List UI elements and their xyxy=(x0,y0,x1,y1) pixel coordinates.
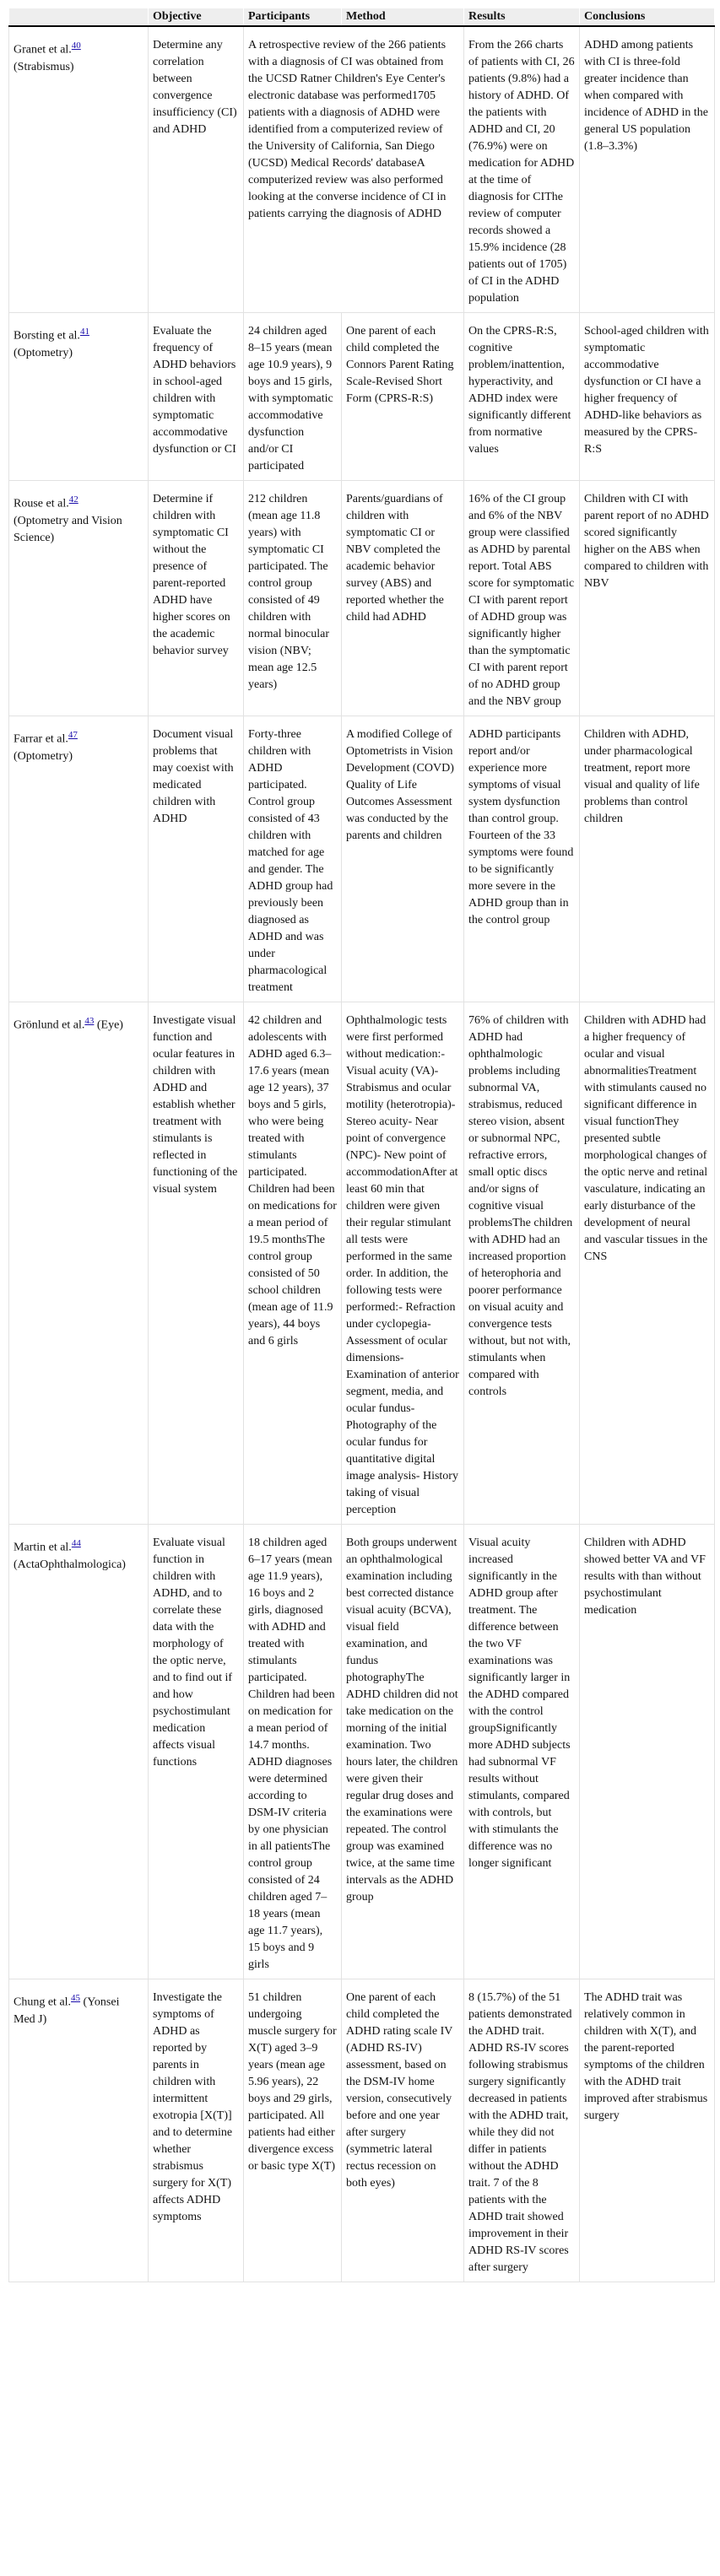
participants-method-cell: A retrospective review of the 266 patients with a diagnosis of CI was obtained from the UCSD Ratner Children's Eye Center's electronic database was performed1705 patients with a diagnosis of ADHD were identified from a computerized review of the University of California, San Diego (UCSD) Medical Records' databaseA computerized review was also performed looking at the converse incidence of CI in patients carrying the diagnosis of ADHD xyxy=(244,26,464,313)
objective-cell: Evaluate the frequency of ADHD behaviors in school-aged children with symptomatic accommodative dysfunction or CI xyxy=(149,313,244,481)
header-conclusions: Conclusions xyxy=(580,8,715,26)
table-row xyxy=(9,716,715,1002)
results-cell: ADHD participants report and/or experience more symptoms of visual system dysfunction than control group. Fourteen of the 33 symptoms were found to be significantly more severe in the ADHD group than in the control group xyxy=(464,716,580,1002)
objective-cell: Investigate visual function and ocular features in children with ADHD and establish whether treatment with stimulants is reflected in functioning of the visual system xyxy=(149,1002,244,1525)
method-cell: Ophthalmologic tests were first performed without medication:- Visual acuity (VA)- Strabismus and ocular motility (heterotropia)- Stereo acuity- Near point of convergence (NPC)- New point of accommodationAfter at least 60 min that children were given their regular stimulant all tests were performed in the same order. In addition, the following tests were performed:- Refraction under cyclopegia- Assessment of ocular dimensions- Examination of anterior segment, media, and ocular fundus- Photography of the ocular fundus for quantitative digital image analysis- History taking of visual perception xyxy=(342,1002,464,1525)
study-name: Grönlund et al. xyxy=(14,1018,85,1032)
journal-name: (Yonsei Med J) xyxy=(14,1995,120,2026)
method-cell: A modified College of Optometrists in Vision Development (COVD) Quality of Life Outcomes Assessment was conducted by the parents and children xyxy=(342,716,464,1002)
study-cell xyxy=(9,1525,149,1979)
journal-name: (Eye) xyxy=(96,1018,123,1032)
participants-cell: 42 children and adolescents with ADHD aged 6.3–17.6 years (mean age 12 years), 37 boys and 5 girls, who were being treated with stimulants participated. Children had been on medications for a mean period of 19.5 monthsThe control group consisted of 50 school children (mean age of 11.9 years), 44 boys and 6 girls xyxy=(244,1002,342,1525)
study-name: Farrar et al. xyxy=(14,732,68,746)
table-row xyxy=(9,1002,715,1525)
method-cell: Parents/guardians of children with symptomatic CI or NBV completed the academic behavior survey (ABS) and reported whether the child had ADHD xyxy=(342,481,464,716)
study-cell xyxy=(9,716,149,1002)
reference-link[interactable]: 47 xyxy=(68,730,78,740)
objective-cell: Document visual problems that may coexist with medicated children with ADHD xyxy=(149,716,244,1002)
conclusions-cell: Children with ADHD, under pharmacological treatment, report more visual and quality of life problems than control children xyxy=(580,716,715,1002)
table-row xyxy=(9,313,715,481)
header-row xyxy=(9,8,715,26)
reference-link[interactable]: 45 xyxy=(71,1993,81,2003)
journal-name: (Optometry) xyxy=(14,749,73,763)
results-cell: 8 (15.7%) of the 51 patients demonstrated the ADHD trait. ADHD RS-IV scores following strabismus surgery significantly decreased in patients with the ADHD trait, while they did not differ in patients without the ADHD trait. 7 of the 8 patients with the ADHD trait showed improvement in their ADHD RS-IV scores after surgery xyxy=(464,1979,580,2282)
objective-cell: Determine if children with symptomatic CI without the presence of parent-reported ADHD have higher scores on the academic behavior survey xyxy=(149,481,244,716)
study-cell xyxy=(9,313,149,481)
table-row xyxy=(9,481,715,716)
table-row xyxy=(9,1979,715,2282)
conclusions-cell: Children with ADHD had a higher frequency of ocular and visual abnormalitiesTreatment with stimulants caused no significant difference in visual functionThey presented subtle morphological changes of the optic nerve and retinal vasculature, indicating an early disturbance of the development of neural and vascular tissues in the CNS xyxy=(580,1002,715,1525)
study-cell xyxy=(9,26,149,313)
header-study xyxy=(9,8,149,26)
objective-cell: Evaluate visual function in children with ADHD, and to correlate these data with the morphology of the optic nerve, and to find out if and how psychostimulant medication affects visual functions xyxy=(149,1525,244,1979)
table-row xyxy=(9,26,715,313)
table-row xyxy=(9,1525,715,1979)
study-cell xyxy=(9,1002,149,1525)
objective-cell: Determine any correlation between convergence insufficiency (CI) and ADHD xyxy=(149,26,244,313)
study-name: Borsting et al. xyxy=(14,329,80,343)
study-name: Chung et al. xyxy=(14,1995,72,2009)
journal-name: (ActaOphthalmologica) xyxy=(14,1558,126,1571)
participants-cell: 212 children (mean age 11.8 years) with symptomatic CI participated. The control group consisted of 49 children with normal binocular vision (NBV; mean age 12.5 years) xyxy=(244,481,342,716)
reference-link[interactable]: 43 xyxy=(84,1016,95,1026)
results-cell: On the CPRS-R:S, cognitive problem/inattention, hyperactivity, and ADHD index were significantly different from normative values xyxy=(464,313,580,481)
results-cell: 16% of the CI group and 6% of the NBV group were classified as ADHD by parental report. Total ABS score for symptomatic CI with parent report of ADHD group was significantly higher than the symptomatic CI with parent report of no ADHD group and the NBV group xyxy=(464,481,580,716)
participants-cell: 51 children undergoing muscle surgery for X(T) aged 3–9 years (mean age 5.96 years), 22 boys and 29 girls, participated. All patients had either divergence excess or basic type X(T) xyxy=(244,1979,342,2282)
header-objective: Objective xyxy=(149,8,244,26)
conclusions-cell: Children with ADHD showed better VA and VF results with than without psychostimulant medication xyxy=(580,1525,715,1979)
reference-link[interactable]: 40 xyxy=(71,41,81,51)
reference-link[interactable]: 41 xyxy=(79,327,89,337)
reference-link[interactable]: 44 xyxy=(71,1538,81,1548)
study-name: Martin et al. xyxy=(14,1541,72,1554)
results-cell: Visual acuity increased significantly in the ADHD group after treatment. The difference between the two VF examinations was significantly larger in the ADHD compared with the control groupSignificantly more ADHD subjects had subnormal VF results without stimulants, compared with controls, but with stimulants the difference was no longer significant xyxy=(464,1525,580,1979)
method-cell: One parent of each child completed the ADHD rating scale IV (ADHD RS-IV) assessment, based on the DSM-IV home version, consecutively before and one year after surgery (symmetric lateral rectus recession on both eyes) xyxy=(342,1979,464,2282)
journal-name: (Optometry) xyxy=(14,346,73,359)
results-cell: From the 266 charts of patients with CI, 26 patients (9.8%) had a history of ADHD. Of the patients with ADHD and CI, 20 (76.9%) were on medication for ADHD at the time of diagnosis for CIThe review of computer records showed a 15.9% incidence (28 patients out of 1705) of CI in the ADHD population xyxy=(464,26,580,313)
participants-cell: 24 children aged 8–15 years (mean age 10.9 years), 9 boys and 15 girls, with symptomatic accommodative dysfunction and/or CI participated xyxy=(244,313,342,481)
participants-cell: 18 children aged 6–17 years (mean age 11.9 years), 16 boys and 2 girls, diagnosed with ADHD and treated with stimulants participated. Children had been on medication for a mean period of 14.7 months. ADHD diagnoses were determined according to DSM-IV criteria by one physician in all patientsThe control group consisted of 24 children aged 7–18 years (mean age 11.7 years), 15 boys and 9 girls xyxy=(244,1525,342,1979)
method-cell: Both groups underwent an ophthalmological examination including best corrected distance visual acuity (BCVA), visual field examination, and fundus photographyThe ADHD children did not take medication on the morning of the initial examination. Two hours later, the children were given their regular drug doses and the examinations were repeated. The control group was examined twice, at the same time intervals as the ADHD group xyxy=(342,1525,464,1979)
journal-name: (Optometry and Vision Science) xyxy=(14,514,122,544)
studies-table xyxy=(8,8,715,2282)
results-cell: 76% of children with ADHD had ophthalmologic problems including subnormal VA, strabismus, reduced stereo vision, absent or subnormal NPC, refractive errors, small optic discs and/or signs of cognitive visual problemsThe children with ADHD had an increased proportion of heterophoria and poorer performance on visual acuity and convergence tests without, but not with, stimulants when compared with controls xyxy=(464,1002,580,1525)
header-results: Results xyxy=(464,8,580,26)
header-participants: Participants xyxy=(244,8,342,26)
study-name: Rouse et al. xyxy=(14,497,69,510)
conclusions-cell: The ADHD trait was relatively common in children with X(T), and the parent-reported symptoms of the children with the ADHD trait improved after strabismus surgery xyxy=(580,1979,715,2282)
journal-name: (Strabismus) xyxy=(14,60,74,73)
conclusions-cell: Children with CI with parent report of no ADHD scored significantly higher on the ABS when compared to children with NBV xyxy=(580,481,715,716)
method-cell: One parent of each child completed the Connors Parent Rating Scale-Revised Short Form (CPRS-R:S) xyxy=(342,313,464,481)
objective-cell: Investigate the symptoms of ADHD as reported by parents in children with intermittent exotropia [X(T)] and to determine whether strabismus surgery for X(T) affects ADHD symptoms xyxy=(149,1979,244,2282)
conclusions-cell: School-aged children with symptomatic accommodative dysfunction or CI have a higher frequency of ADHD-like behaviors as measured by the CPRS-R:S xyxy=(580,313,715,481)
participants-cell: Forty-three children with ADHD participated. Control group consisted of 43 children with matched for age and gender. The ADHD group had previously been diagnosed as ADHD and was under pharmacological treatment xyxy=(244,716,342,1002)
study-name: Granet et al. xyxy=(14,43,72,57)
study-cell xyxy=(9,1979,149,2282)
conclusions-cell: ADHD among patients with CI is three-fold greater incidence than when compared with incidence of ADHD in the general US population (1.8–3.3%) xyxy=(580,26,715,313)
study-cell xyxy=(9,481,149,716)
reference-link[interactable]: 42 xyxy=(68,494,78,505)
header-method: Method xyxy=(342,8,464,26)
